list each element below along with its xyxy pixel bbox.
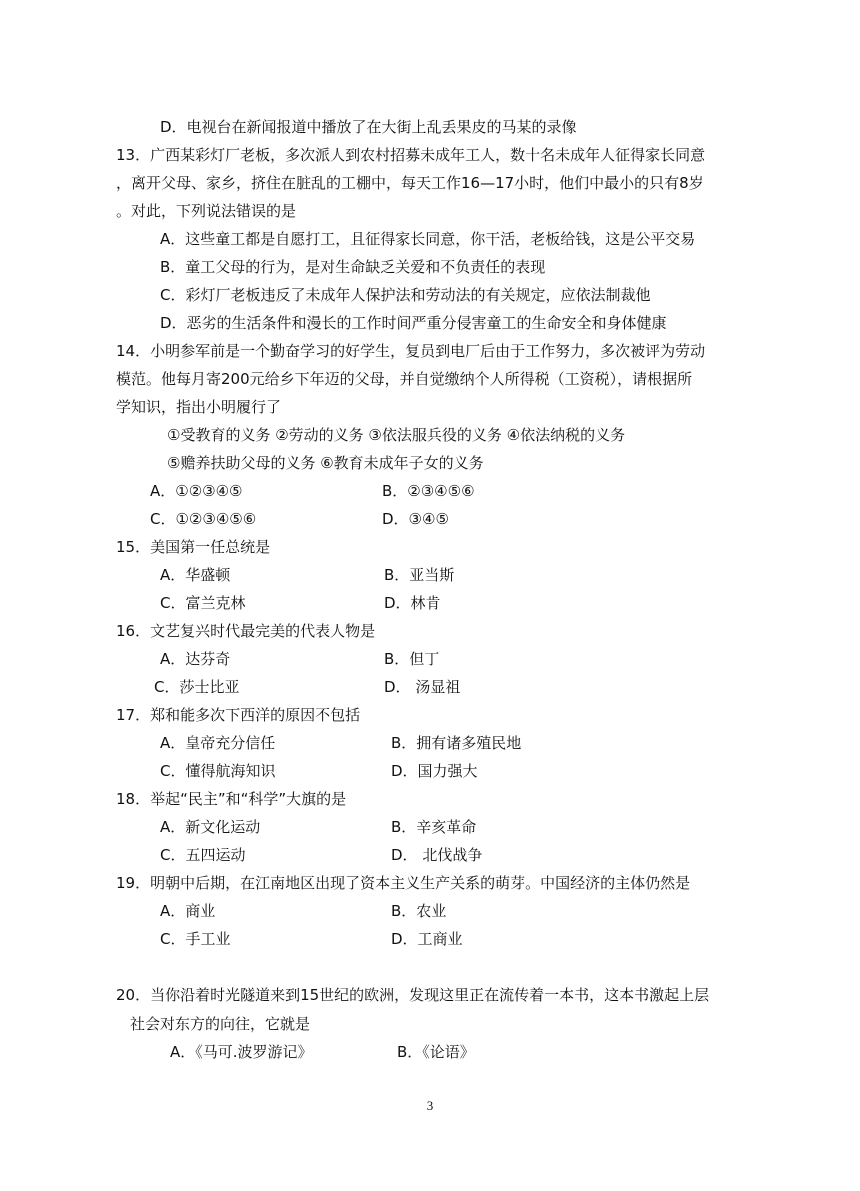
q16-stem: 16．文艺复兴时代最完美的代表人物是: [116, 622, 376, 640]
q20-stem-line-2: 社会对东方的向往，它就是: [130, 1015, 311, 1033]
q18-option-d: D． 北伐战争: [391, 846, 483, 864]
q14-items-line-2: ⑤赡养扶助父母的义务 ⑥教育未成年子女的义务: [167, 454, 484, 472]
q13-stem-line-1: 13．广西某彩灯厂老板，多次派人到农村招募未成年工人，数十名未成年人征得家长同意: [116, 146, 706, 164]
q17-option-d: D．国力强大: [391, 762, 478, 780]
q17-stem: 17．郑和能多次下西洋的原因不包括: [116, 706, 361, 724]
q18-stem: 18．举起“民主”和“科学”大旗的是: [116, 790, 347, 808]
q12-option-d: D．电视台在新闻报道中播放了在大街上乱丢果皮的马某的录像: [160, 118, 577, 136]
q15-option-a: A．华盛顿: [160, 566, 231, 584]
q13-option-d: D．恶劣的生活条件和漫长的工作时间严重分侵害童工的生命安全和身体健康: [160, 314, 667, 332]
q18-option-b: B．辛亥革命: [391, 818, 477, 836]
q19-option-d: D．工商业: [391, 930, 463, 948]
q17-option-c: C．懂得航海知识: [160, 762, 276, 780]
q19-stem: 19．明朝中后期，在江南地区出现了资本主义生产关系的萌芽。中国经济的主体仍然是: [116, 874, 691, 892]
q14-option-c: C．①②③④⑤⑥: [150, 510, 257, 528]
q15-option-b: B．亚当斯: [384, 566, 455, 584]
q18-option-c: C．五四运动: [160, 846, 246, 864]
q14-stem-line-3: 学知识，指出小明履行了: [116, 398, 282, 416]
q17-option-a: A．皇帝充分信任: [160, 734, 276, 752]
q19-option-b: B．农业: [391, 902, 447, 920]
q18-option-a: A．新文化运动: [160, 818, 261, 836]
q13-option-c: C．彩灯厂老板违反了未成年人保护法和劳动法的有关规定，应依法制裁他: [160, 286, 651, 304]
q14-items-line-1: ①受教育的义务 ②劳动的义务 ③依法服兵役的义务 ④依法纳税的义务: [167, 426, 626, 444]
q19-option-c: C．手工业: [160, 930, 231, 948]
q16-option-b: B．但丁: [384, 650, 440, 668]
q14-stem-line-1: 14．小明参军前是一个勤奋学习的好学生，复员到电厂后由于工作努力，多次被评为劳动: [116, 342, 706, 360]
q17-option-b: B．拥有诸多殖民地: [391, 734, 522, 752]
q14-option-b: B．②③④⑤⑥: [382, 482, 475, 500]
q20-option-b: B．《论语》: [397, 1043, 475, 1061]
q14-option-d: D．③④⑤: [382, 510, 449, 528]
page-number: 3: [426, 1098, 434, 1113]
q19-option-a: A．商业: [160, 902, 216, 920]
q20-stem-line-1: 20．当你沿着时光隧道来到15世纪的欧洲，发现这里正在流传着一本书，这本书激起上层: [116, 986, 710, 1004]
q13-stem-line-3: 。对此，下列说法错误的是: [116, 202, 297, 220]
q13-stem-line-2: ，离开父母、家乡，挤住在脏乱的工棚中，每天工作16—17小时，他们中最小的只有8岁: [116, 174, 704, 192]
q13-option-b: B．童工父母的行为，是对生命缺乏关爱和不负责任的表现: [160, 258, 546, 276]
q15-option-c: C．富兰克林: [160, 594, 246, 612]
q14-stem-line-2: 模范。他每月寄200元给乡下年迈的父母，并自觉缴纳个人所得税（工资税），请根据所: [116, 370, 693, 388]
q15-stem: 15．美国第一任总统是: [116, 538, 271, 556]
q14-option-a: A．①②③④⑤: [150, 482, 243, 500]
q16-option-c: C．莎士比亚: [154, 678, 240, 696]
q20-option-a: A．《马可.波罗游记》: [170, 1043, 313, 1061]
q15-option-d: D．林肯: [384, 594, 441, 612]
q13-option-a: A．这些童工都是自愿打工，且征得家长同意，你干活，老板给钱，这是公平交易: [160, 230, 696, 248]
q16-option-d: D． 汤显祖: [384, 678, 461, 696]
q16-option-a: A．达芬奇: [160, 650, 231, 668]
